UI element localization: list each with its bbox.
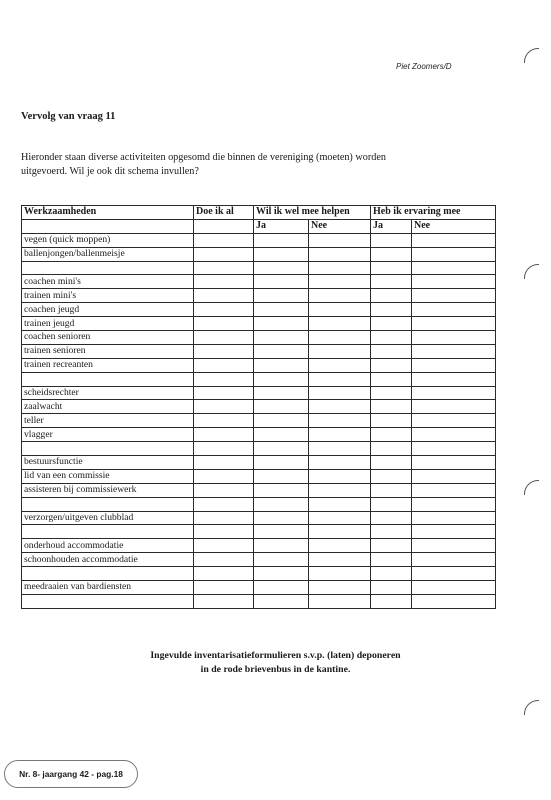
cell-exp-yes[interactable] xyxy=(371,331,412,345)
table-subheader-row xyxy=(22,219,496,233)
cell-exp-yes[interactable] xyxy=(371,442,412,456)
cell-exp-no[interactable] xyxy=(412,511,496,525)
table-row xyxy=(22,567,496,581)
cell-help-no[interactable] xyxy=(309,414,371,428)
table-row xyxy=(22,275,496,289)
table-row xyxy=(22,581,496,595)
cell-help-no[interactable] xyxy=(309,442,371,456)
activity-label: coachen jeugd xyxy=(22,303,194,317)
activities-table xyxy=(21,205,496,609)
cell-doing[interactable] xyxy=(194,358,254,372)
cell-doing[interactable] xyxy=(194,331,254,345)
activity-label: trainen jeugd xyxy=(22,317,194,331)
table-row xyxy=(22,261,496,275)
cell-help-no[interactable] xyxy=(309,289,371,303)
cell-help-yes[interactable] xyxy=(254,386,309,400)
cell-doing[interactable] xyxy=(194,400,254,414)
cell-help-yes[interactable] xyxy=(254,400,309,414)
cell-help-no[interactable] xyxy=(309,261,371,275)
cell-doing[interactable] xyxy=(194,247,254,261)
cell-doing[interactable] xyxy=(194,553,254,567)
activity-label xyxy=(22,497,194,511)
cell-exp-no[interactable] xyxy=(412,233,496,247)
cell-doing[interactable] xyxy=(194,317,254,331)
cell-help-yes[interactable] xyxy=(254,275,309,289)
table-row xyxy=(22,247,496,261)
cell-exp-yes[interactable] xyxy=(371,456,412,470)
cell-exp-no[interactable] xyxy=(412,469,496,483)
cell-exp-no[interactable] xyxy=(412,275,496,289)
cell-help-yes[interactable] xyxy=(254,317,309,331)
activity-label: bestuursfunctie xyxy=(22,456,194,470)
cell-exp-yes[interactable] xyxy=(371,275,412,289)
cell-exp-no[interactable] xyxy=(412,428,496,442)
activity-label: vlagger xyxy=(22,428,194,442)
cell-exp-no[interactable] xyxy=(412,386,496,400)
cell-exp-yes[interactable] xyxy=(371,525,412,539)
cell-help-no[interactable] xyxy=(309,553,371,567)
cell-exp-no[interactable] xyxy=(412,317,496,331)
cell-help-no[interactable] xyxy=(309,581,371,595)
activity-label: lid van een commissie xyxy=(22,469,194,483)
table-row xyxy=(22,331,496,345)
header-doing: Doe ik al xyxy=(194,206,254,220)
cell-exp-no[interactable] xyxy=(412,483,496,497)
cell-exp-yes[interactable] xyxy=(371,497,412,511)
cell-exp-yes[interactable] xyxy=(371,581,412,595)
cell-doing[interactable] xyxy=(194,303,254,317)
cell-exp-yes[interactable] xyxy=(371,386,412,400)
cell-help-no[interactable] xyxy=(309,594,371,608)
activity-label: coachen mini's xyxy=(22,275,194,289)
cell-exp-no[interactable] xyxy=(412,567,496,581)
cell-exp-no[interactable] xyxy=(412,344,496,358)
cell-exp-yes[interactable] xyxy=(371,233,412,247)
cell-exp-no[interactable] xyxy=(412,358,496,372)
activity-label xyxy=(22,525,194,539)
activity-label xyxy=(22,594,194,608)
cell-exp-yes[interactable] xyxy=(371,539,412,553)
cell-doing[interactable] xyxy=(194,497,254,511)
cell-exp-yes[interactable] xyxy=(371,553,412,567)
cell-help-no[interactable] xyxy=(309,317,371,331)
section-title: Vervolg van vraag 11 xyxy=(21,111,116,122)
cell-exp-yes[interactable] xyxy=(371,344,412,358)
intro-line-1: Hieronder staan diverse activiteiten opgesomd die binnen de vereniging (moeten) worden xyxy=(21,152,386,163)
subheader-exp-no: Nee xyxy=(412,219,496,233)
cell-help-yes[interactable] xyxy=(254,511,309,525)
table-row xyxy=(22,553,496,567)
cell-exp-yes[interactable] xyxy=(371,511,412,525)
punch-hole-mark xyxy=(524,700,539,715)
cell-doing[interactable] xyxy=(194,414,254,428)
activity-label: trainen senioren xyxy=(22,344,194,358)
intro-line-2: uitgevoerd. Wil je ook dit schema invullen? xyxy=(21,166,199,177)
cell-doing[interactable] xyxy=(194,275,254,289)
table-row xyxy=(22,594,496,608)
table-row xyxy=(22,483,496,497)
cell-exp-no[interactable] xyxy=(412,400,496,414)
cell-help-no[interactable] xyxy=(309,469,371,483)
cell-exp-yes[interactable] xyxy=(371,483,412,497)
subheader-help-no: Nee xyxy=(309,219,371,233)
table-row xyxy=(22,344,496,358)
cell-help-yes[interactable] xyxy=(254,233,309,247)
cell-help-yes[interactable] xyxy=(254,567,309,581)
cell-help-yes[interactable] xyxy=(254,525,309,539)
cell-exp-no[interactable] xyxy=(412,456,496,470)
cell-exp-no[interactable] xyxy=(412,261,496,275)
subheader-exp-yes: Ja xyxy=(371,219,412,233)
table-row xyxy=(22,511,496,525)
cell-help-yes[interactable] xyxy=(254,414,309,428)
cell-exp-yes[interactable] xyxy=(371,317,412,331)
table-row xyxy=(22,358,496,372)
table-row xyxy=(22,289,496,303)
cell-exp-no[interactable] xyxy=(412,289,496,303)
cell-help-yes[interactable] xyxy=(254,442,309,456)
table-row xyxy=(22,428,496,442)
table-row xyxy=(22,303,496,317)
subheader-blank xyxy=(22,219,194,233)
cell-help-yes[interactable] xyxy=(254,372,309,386)
table-row xyxy=(22,469,496,483)
cell-exp-yes[interactable] xyxy=(371,594,412,608)
activity-label: onderhoud accommodatie xyxy=(22,539,194,553)
cell-help-yes[interactable] xyxy=(254,456,309,470)
cell-help-no[interactable] xyxy=(309,483,371,497)
cell-exp-yes[interactable] xyxy=(371,567,412,581)
cell-exp-no[interactable] xyxy=(412,539,496,553)
cell-help-yes[interactable] xyxy=(254,289,309,303)
cell-help-no[interactable] xyxy=(309,428,371,442)
cell-help-yes[interactable] xyxy=(254,469,309,483)
table-row xyxy=(22,233,496,247)
cell-exp-yes[interactable] xyxy=(371,372,412,386)
cell-help-yes[interactable] xyxy=(254,594,309,608)
activity-label: assisteren bij commissiewerk xyxy=(22,483,194,497)
author-credit: Piet Zoomers/D xyxy=(396,62,452,71)
cell-exp-no[interactable] xyxy=(412,442,496,456)
cell-help-yes[interactable] xyxy=(254,428,309,442)
table-row xyxy=(22,386,496,400)
cell-exp-no[interactable] xyxy=(412,497,496,511)
cell-doing[interactable] xyxy=(194,233,254,247)
cell-doing[interactable] xyxy=(194,428,254,442)
activity-label xyxy=(22,372,194,386)
cell-help-no[interactable] xyxy=(309,372,371,386)
activity-label: coachen senioren xyxy=(22,331,194,345)
activity-label: schoonhouden accommodatie xyxy=(22,553,194,567)
cell-help-no[interactable] xyxy=(309,275,371,289)
activity-label: verzorgen/uitgeven clubblad xyxy=(22,511,194,525)
page-number-tag: Nr. 8- jaargang 42 - pag.18 xyxy=(4,760,138,788)
table-row xyxy=(22,372,496,386)
cell-help-no[interactable] xyxy=(309,386,371,400)
header-experience: Heb ik ervaring mee xyxy=(371,206,496,220)
cell-help-yes[interactable] xyxy=(254,344,309,358)
punch-hole-mark xyxy=(524,48,539,63)
activity-label: scheidsrechter xyxy=(22,386,194,400)
cell-exp-yes[interactable] xyxy=(371,414,412,428)
cell-help-yes[interactable] xyxy=(254,247,309,261)
cell-doing[interactable] xyxy=(194,344,254,358)
activity-label: meedraaien van bardiensten xyxy=(22,581,194,595)
cell-exp-yes[interactable] xyxy=(371,261,412,275)
cell-help-yes[interactable] xyxy=(254,497,309,511)
header-want-help: Wil ik wel mee helpen xyxy=(254,206,371,220)
cell-doing[interactable] xyxy=(194,594,254,608)
cell-help-no[interactable] xyxy=(309,233,371,247)
cell-help-yes[interactable] xyxy=(254,261,309,275)
cell-doing[interactable] xyxy=(194,289,254,303)
cell-help-yes[interactable] xyxy=(254,539,309,553)
cell-exp-no[interactable] xyxy=(412,553,496,567)
cell-doing[interactable] xyxy=(194,456,254,470)
cell-exp-yes[interactable] xyxy=(371,289,412,303)
cell-exp-yes[interactable] xyxy=(371,303,412,317)
cell-help-no[interactable] xyxy=(309,539,371,553)
subheader-help-yes: Ja xyxy=(254,219,309,233)
activity-label xyxy=(22,567,194,581)
cell-help-yes[interactable] xyxy=(254,303,309,317)
cell-doing[interactable] xyxy=(194,372,254,386)
table-row xyxy=(22,317,496,331)
cell-doing[interactable] xyxy=(194,511,254,525)
table-row xyxy=(22,525,496,539)
cell-exp-no[interactable] xyxy=(412,581,496,595)
cell-help-no[interactable] xyxy=(309,497,371,511)
cell-exp-no[interactable] xyxy=(412,372,496,386)
cell-help-no[interactable] xyxy=(309,247,371,261)
cell-doing[interactable] xyxy=(194,386,254,400)
cell-help-no[interactable] xyxy=(309,358,371,372)
cell-doing[interactable] xyxy=(194,483,254,497)
subheader-blank xyxy=(194,219,254,233)
cell-help-yes[interactable] xyxy=(254,553,309,567)
cell-help-no[interactable] xyxy=(309,511,371,525)
cell-help-no[interactable] xyxy=(309,525,371,539)
cell-doing[interactable] xyxy=(194,469,254,483)
cell-exp-no[interactable] xyxy=(412,303,496,317)
punch-hole-mark xyxy=(524,480,539,495)
cell-exp-no[interactable] xyxy=(412,247,496,261)
table-row xyxy=(22,539,496,553)
table-row xyxy=(22,442,496,456)
header-task: Werkzaamheden xyxy=(22,206,194,220)
cell-help-yes[interactable] xyxy=(254,581,309,595)
cell-doing[interactable] xyxy=(194,581,254,595)
cell-help-yes[interactable] xyxy=(254,358,309,372)
table-header-row xyxy=(22,206,496,220)
cell-help-no[interactable] xyxy=(309,344,371,358)
table-row xyxy=(22,400,496,414)
footer-line-1: Ingevulde inventarisatieformulieren s.v.p. (laten) deponeren xyxy=(150,650,401,661)
cell-exp-yes[interactable] xyxy=(371,400,412,414)
table-row xyxy=(22,456,496,470)
table-row xyxy=(22,497,496,511)
cell-exp-yes[interactable] xyxy=(371,428,412,442)
cell-exp-no[interactable] xyxy=(412,331,496,345)
cell-exp-no[interactable] xyxy=(412,594,496,608)
activity-label: vegen (quick moppen) xyxy=(22,233,194,247)
cell-exp-yes[interactable] xyxy=(371,469,412,483)
cell-exp-no[interactable] xyxy=(412,525,496,539)
activity-label: teller xyxy=(22,414,194,428)
cell-exp-no[interactable] xyxy=(412,414,496,428)
cell-doing[interactable] xyxy=(194,567,254,581)
activity-label: trainen mini's xyxy=(22,289,194,303)
intro-paragraph xyxy=(21,151,461,179)
cell-exp-yes[interactable] xyxy=(371,358,412,372)
cell-help-no[interactable] xyxy=(309,567,371,581)
cell-help-no[interactable] xyxy=(309,331,371,345)
footer-line-2: in de rode brievenbus in de kantine. xyxy=(200,664,351,675)
cell-help-no[interactable] xyxy=(309,303,371,317)
table-body xyxy=(22,233,496,608)
cell-doing[interactable] xyxy=(194,539,254,553)
cell-help-no[interactable] xyxy=(309,400,371,414)
activity-label xyxy=(22,261,194,275)
footer-note xyxy=(0,649,551,677)
cell-help-yes[interactable] xyxy=(254,483,309,497)
activity-label xyxy=(22,442,194,456)
cell-doing[interactable] xyxy=(194,525,254,539)
table-row xyxy=(22,414,496,428)
cell-help-no[interactable] xyxy=(309,456,371,470)
punch-hole-mark xyxy=(524,264,539,279)
activity-label: zaalwacht xyxy=(22,400,194,414)
cell-exp-yes[interactable] xyxy=(371,247,412,261)
activity-label: ballenjongen/ballenmeisje xyxy=(22,247,194,261)
cell-doing[interactable] xyxy=(194,261,254,275)
cell-help-yes[interactable] xyxy=(254,331,309,345)
cell-doing[interactable] xyxy=(194,442,254,456)
activity-label: trainen recreanten xyxy=(22,358,194,372)
